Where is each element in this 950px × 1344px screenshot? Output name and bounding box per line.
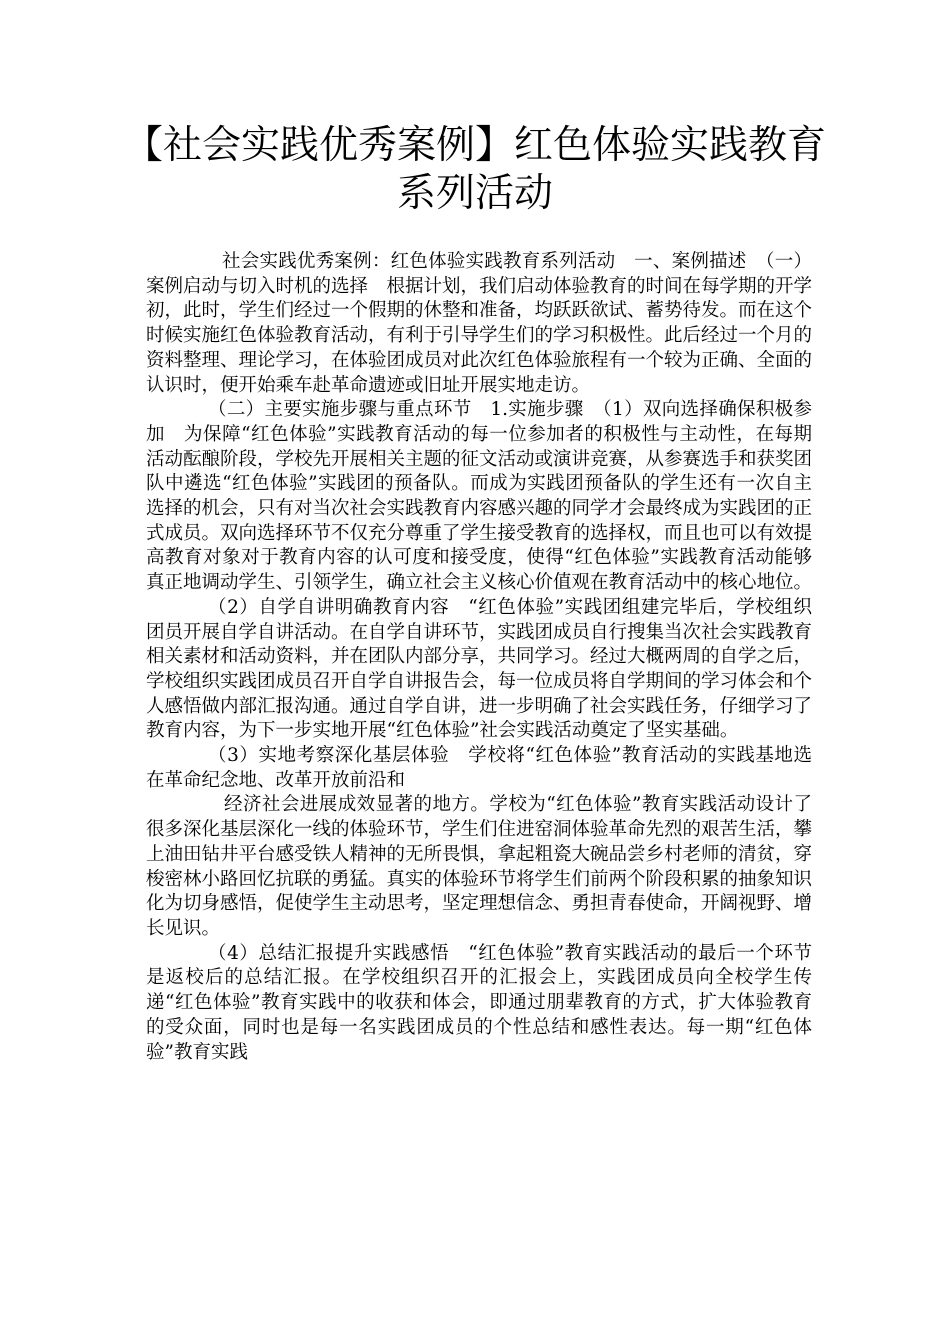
page-title xyxy=(120,122,830,218)
paragraph-self-study: （2）自学自讲明确教育内容 “红色体验”实践团组建完毕后，学校组织团员开展自学自讲活动。在自学自讲环节，实践团成员自行搜集当次社会实践教育相关素材和活动资料，并在团队内部分享，共同学习。经过大概两周的自学之后，学校组织实践团成员召开自学自讲报告会，每一位成员将自学期间的学习体会和个人感悟做内部汇报沟通。通过自学自讲，进一步明确了社会实践任务，仔细学习了教育内容，为下一步实地开展“红色体验”社会实践活动奠定了坚实基础。 xyxy=(146,596,813,742)
paragraph-field-visit-continued: 经济社会进展成效显著的地方。学校为“红色体验”教育实践活动设计了很多深化基层深化一线的体验环节，学生们住进窑洞体验革命先烈的艰苦生活，攀上油田钻井平台感受铁人精神的无所畏惧，拿起粗瓷大碗品尝乡村老师的清贫，穿梭密林小路回忆抗联的勇猛。真实的体验环节将学生们前两个阶段积累的抽象知识化为切身感悟，促使学生主动思考，坚定理想信念、勇担青春使命，开阔视野、增长见识。 xyxy=(146,794,813,939)
title-line-1: 【社会实践优秀案例】红色体验实践教育 xyxy=(123,123,826,168)
paragraph-field-visit: （3）实地考察深化基层体验 学校将“红色体验”教育活动的实践基地选在革命纪念地、改革开放前沿和 xyxy=(146,745,812,791)
paragraph-summary-report: （4）总结汇报提升实践感悟 “红色体验”教育实践活动的最后一个环节是返校后的总结汇报。在学校组织召开的汇报会上，实践团成员向全校学生传递“红色体验”教育实践中的收获和体会，即通过朋辈教育的方式，扩大体验教育的受众面，同时也是每一名实践团成员的个性总结和感性表达。每一期“红色体验”教育实践 xyxy=(146,942,812,1063)
title-line-2: 系列活动 xyxy=(396,171,553,216)
paragraph-case-description: 社会实践优秀案例：红色体验实践教育系列活动 一、案例描述 （一）案例启动与切入时机的选择 根据计划，我们启动体验教育的时间在每学期的开学初，此时，学生们经过一个假期的休整和准备，均跃跃欲试、蓄势待发。而在这个时候实施红色体验教育活动，有利于引导学生们的学习积极性。此后经过一个月的资料整理、理论学习，在体验团成员对此次红色体验旅程有一个较为正确、全面的认识时，便开始乘车赴革命遗迹或旧址开展实地走访。 xyxy=(146,251,813,396)
paragraph-implementation-steps: （二）主要实施步骤与重点环节 1.实施步骤 （1）双向选择确保积极参加 为保障“红色体验”实践教育活动的每一位参加者的积极性与主动性，在每期活动酝酿阶段，学校先开展相关主题的征文活动或演讲竞赛，从参赛选手和获奖团队中遴选“红色体验”实践团的预备队。而成为实践团预备队的学生还有一次自主选择的机会，只有对当次社会实践教育内容感兴趣的同学才会最终成为实践团的正式成员。双向选择环节不仅充分尊重了学生接受教育的选择权，而且也可以有效提高教育对象对于教育内容的认可度和接受度，使得“红色体验”实践教育活动能够真正地调动学生、引领学生，确立社会主义核心价值观在教育活动中的核心地位。 xyxy=(146,399,813,594)
document-body xyxy=(146,250,812,1065)
